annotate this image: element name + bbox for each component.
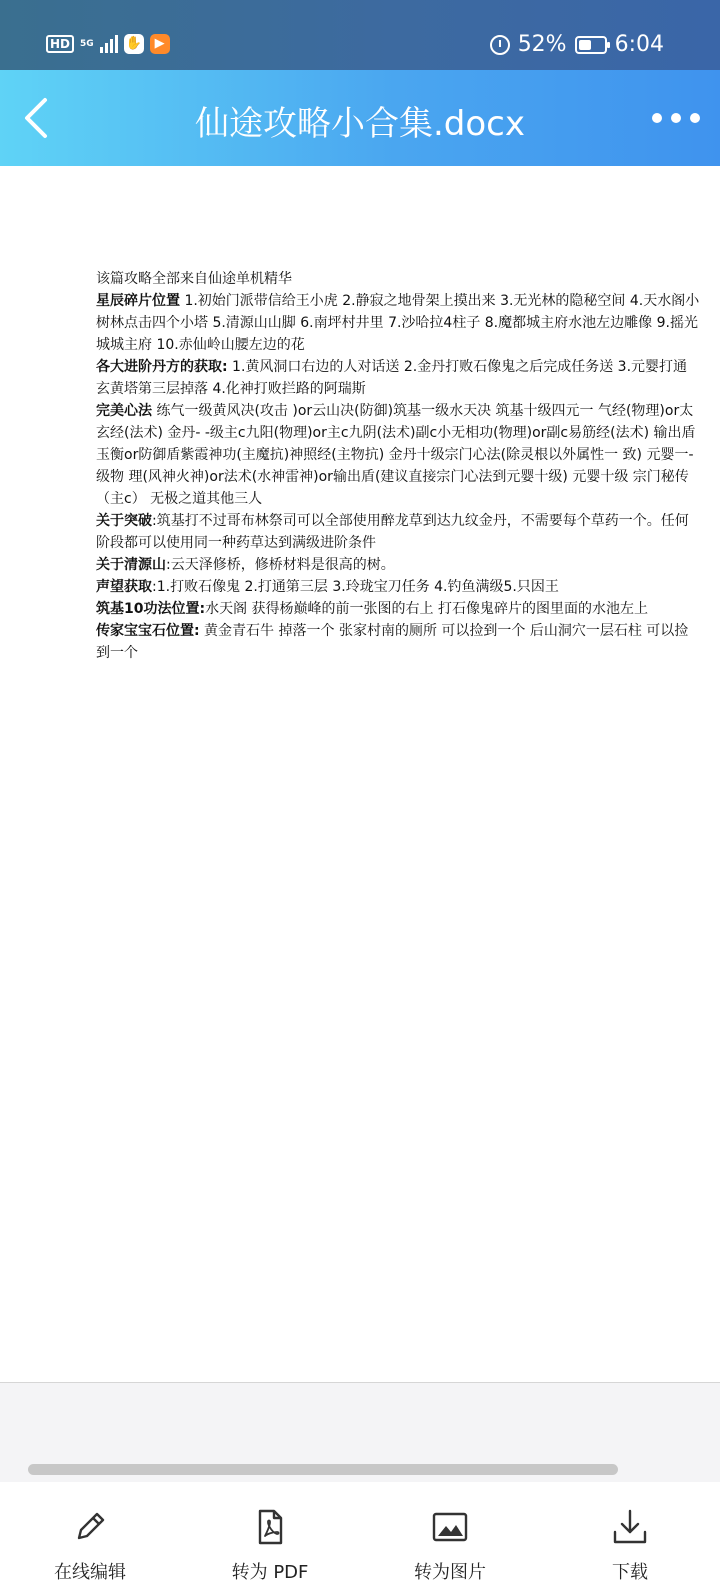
doc-paragraph — [96, 290, 700, 356]
paragraph-heading: 各大进阶丹方的获取: — [96, 359, 228, 375]
signal-icon — [100, 35, 118, 53]
bottom-toolbar — [0, 1482, 720, 1591]
doc-paragraph — [96, 400, 700, 510]
paragraph-heading: 筑基10功法位置: — [96, 601, 206, 617]
more-dot-icon — [690, 113, 700, 123]
battery-icon — [575, 36, 607, 54]
more-dot-icon — [671, 113, 681, 123]
battery-percent: 52% — [517, 32, 567, 57]
status-right — [490, 32, 664, 57]
more-options-button[interactable] — [652, 104, 700, 132]
pencil-icon — [71, 1508, 109, 1546]
clock: 6:04 — [614, 32, 664, 57]
hand-app-icon: ✋ — [124, 34, 144, 54]
horizontal-scrollbar[interactable] — [28, 1464, 618, 1475]
doc-paragraph — [96, 598, 700, 620]
status-bar — [0, 0, 720, 70]
chevron-left-icon — [23, 97, 49, 139]
intro-paragraph: 该篇攻略全部来自仙途单机精华 — [96, 271, 292, 287]
paragraph-heading: 完美心法 — [96, 403, 152, 419]
download-button[interactable] — [540, 1482, 720, 1591]
convert-pdf-button[interactable] — [180, 1482, 360, 1591]
doc-paragraph — [96, 576, 700, 598]
alarm-icon — [490, 35, 510, 55]
doc-paragraph — [96, 554, 700, 576]
convert-image-label: 转为图片 — [414, 1562, 486, 1583]
edit-online-label: 在线编辑 — [54, 1562, 126, 1583]
status-left — [46, 34, 170, 54]
document-title: 仙途攻略小合集.docx — [194, 104, 525, 144]
document-page[interactable] — [0, 166, 720, 1382]
paragraph-text: :1.打败石像鬼 2.打通第三层 3.玲珑宝刀任务 4.钓鱼满级5.只因王 — [152, 579, 559, 595]
paragraph-text: 1.黄风洞口右边的人对话送 2.金丹打败石像鬼之后完成任务送 3.元婴打通玄黄塔第三层掉落 4.化神打败拦路的阿瑞斯 — [96, 359, 688, 397]
convert-pdf-label: 转为 PDF — [231, 1562, 309, 1583]
paragraph-text: 水天阁 获得杨巅峰的前一张图的右上 打石像鬼碎片的图里面的水池左上 — [205, 601, 648, 617]
network-type: 5G — [80, 38, 94, 49]
play-app-icon: ▶ — [150, 34, 170, 54]
hd-badge: HD — [46, 35, 74, 53]
doc-paragraph — [96, 356, 700, 400]
pdf-file-icon — [251, 1508, 289, 1546]
doc-paragraph — [96, 620, 700, 664]
convert-image-button[interactable] — [360, 1482, 540, 1591]
paragraph-text: :筑基打不过哥布林祭司可以全部使用醉龙草到达九纹金丹，不需要每个草药一个。任何阶段都可以使用同一种药草达到满级进阶条件 — [96, 513, 689, 551]
paragraph-text: 1.初始门派带信给王小虎 2.静寂之地骨架上摸出来 3.无光林的隐秘空间 4.天水阁小树林点击四个小塔 5.清源山山脚 6.南坪村井里 7.沙哈拉4柱子 8.魔都城主府水池左边雕像 9.摇光城城主府 10.赤仙岭山腰左边的花 — [96, 293, 700, 353]
app-header — [0, 0, 720, 166]
paragraph-heading: 关于突破 — [96, 513, 152, 529]
paragraph-text: :云天泽修桥，修桥材料是很高的树。 — [166, 557, 395, 573]
paragraph-heading: 关于清源山 — [96, 557, 166, 573]
back-button[interactable] — [16, 94, 56, 142]
download-icon — [611, 1508, 649, 1546]
edit-online-button[interactable] — [0, 1482, 180, 1591]
paragraph-heading: 传家宝宝石位置: — [96, 623, 200, 639]
document-body — [96, 268, 700, 664]
image-icon — [431, 1508, 469, 1546]
paragraph-text: 黄金青石牛 掉落一个 张家村南的厕所 可以捡到一个 后山洞穴一层石柱 可以捡到一个 — [96, 623, 689, 661]
paragraph-heading: 声望获取 — [96, 579, 152, 595]
paragraph-text: 练气一级黄风决(攻击 )or云山决(防御)筑基一级水天决 筑基十级四元一 气经(物理)or太玄经(法术) 金丹- -级主c九阳(物理)or主c九阴(法术)副c小无相功(物理)or副c易筋经(法术) 输出盾玉衡or防御盾紫霞神功(主魔抗)神照经(主物抗) 金丹十级宗门心法(除灵根以外属性一 致) 元婴一-级物 理(风神火神)or法术(水神雷神)or输出盾(建议直接宗门心法到元婴十级) 元婴十级 宗门秘传（主c） 无极之道其他三人 — [96, 403, 696, 507]
more-dot-icon — [652, 113, 662, 123]
doc-paragraph — [96, 510, 700, 554]
title-bar — [0, 70, 720, 166]
download-label: 下载 — [612, 1562, 648, 1583]
paragraph-heading: 星辰碎片位置 — [96, 293, 180, 309]
